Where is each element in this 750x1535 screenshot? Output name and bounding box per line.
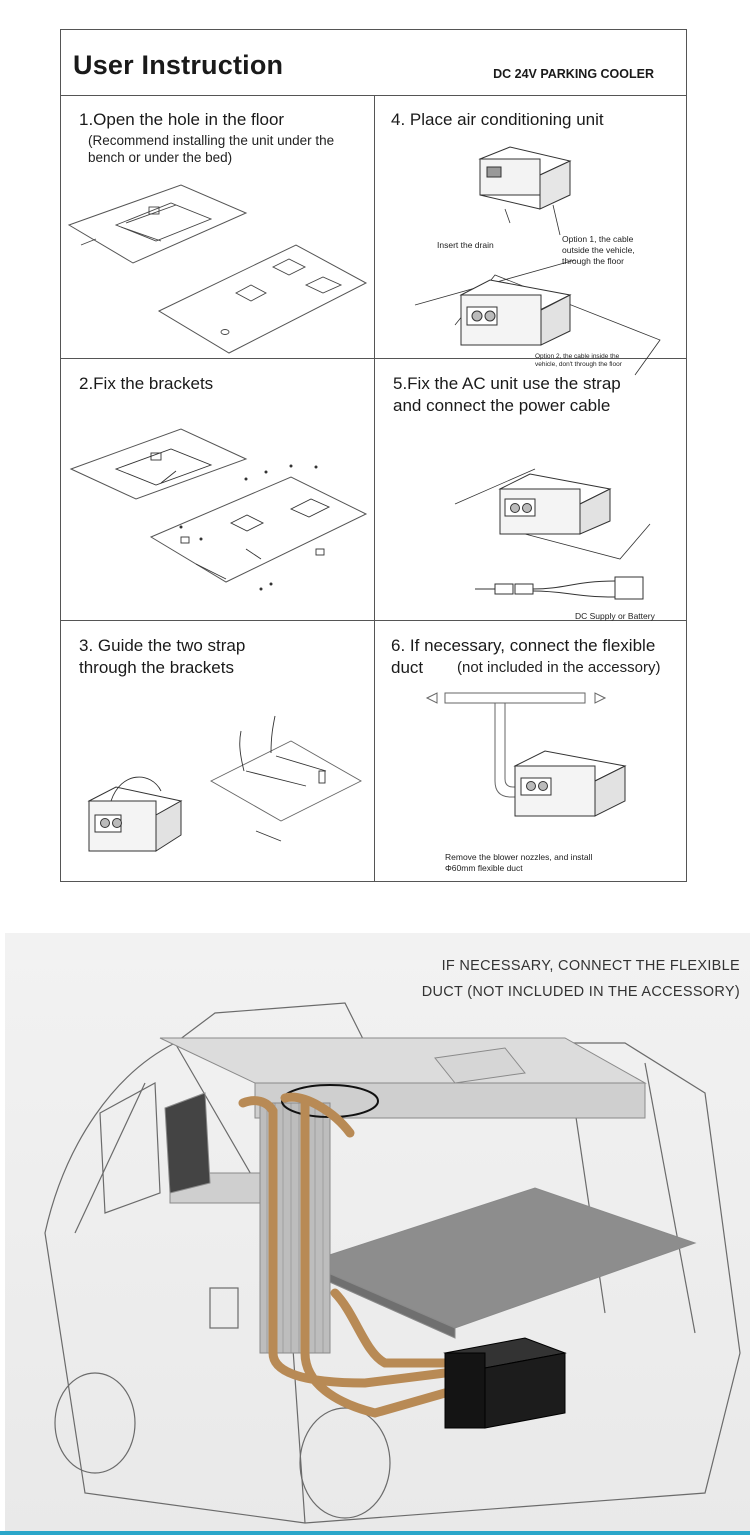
- van-caption-line-2: DUCT (NOT INCLUDED IN THE ACCESSORY): [421, 984, 740, 1000]
- van-caption: [422, 953, 740, 1005]
- step-2-cell: [61, 359, 374, 620]
- step-4-cell: [375, 95, 688, 368]
- step-1-note: (Recommend installing the unit under the bench or under the bed): [88, 133, 335, 165]
- step-5-title: 5.Fix the AC unit use the strap and connect the power cable: [393, 374, 621, 415]
- van-cutaway-illustration: [5, 933, 750, 1531]
- option-2-label: Option 2, the cable inside the vehicle, don't through the floor: [535, 353, 622, 368]
- sheet-header: [61, 30, 686, 96]
- instruction-sheet: [60, 29, 687, 882]
- page-title: User Instruction: [73, 50, 284, 80]
- product-name: DC 24V PARKING COOLER: [493, 67, 654, 81]
- step-6-cell: [375, 621, 688, 882]
- step-2-title: 2.Fix the brackets: [79, 374, 214, 393]
- drain-label: Insert the drain: [437, 240, 494, 250]
- step-1-title: 1.Open the hole in the floor: [79, 110, 285, 129]
- duct-install-label: Remove the blower nozzles, and install Φ60mm flexible duct: [445, 852, 593, 873]
- strap-and-cable-illustration: [375, 359, 688, 620]
- place-unit-illustration: [375, 95, 688, 358]
- step-5-cell: [375, 359, 688, 620]
- flexible-duct-illustration: [375, 621, 688, 882]
- step-3-cell: [61, 621, 374, 882]
- bottom-accent-line: [0, 1531, 750, 1535]
- dc-supply-label: DC Supply or Battery: [575, 611, 655, 621]
- step-4-title: 4. Place air conditioning unit: [391, 110, 604, 129]
- guide-strap-illustration: [61, 621, 374, 882]
- fix-brackets-illustration: [61, 359, 374, 620]
- option-1-label: Option 1, the cable outside the vehicle, through the floor: [562, 234, 635, 266]
- step-6-title-note: (not included in the accessory): [457, 659, 661, 676]
- van-installation-render: [5, 933, 750, 1531]
- step-1-cell: [61, 95, 374, 358]
- step-3-title: 3. Guide the two strap through the brackets: [79, 636, 246, 677]
- step-6-title: 6. If necessary, connect the flexible duct: [391, 636, 656, 677]
- floor-hole-illustration: [61, 95, 374, 358]
- van-caption-line-1: IF NECESSARY, CONNECT THE FLEXIBLE: [441, 958, 740, 974]
